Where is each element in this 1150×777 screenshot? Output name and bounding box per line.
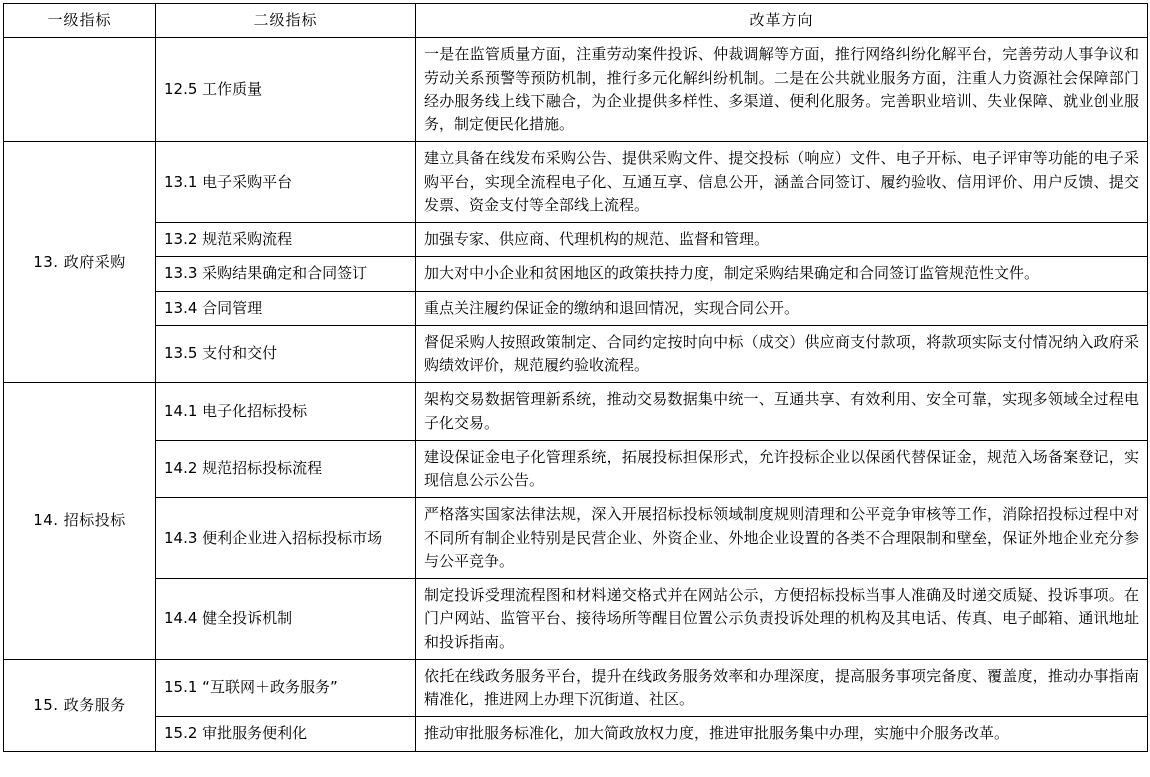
level1-cell: 14. 招标投标 <box>4 383 156 660</box>
table-row <box>4 223 1148 257</box>
level1-cell: 13. 政府采购 <box>4 142 156 383</box>
level2-cell: 15.1 “互联网＋政务服务” <box>156 659 416 717</box>
level2-cell: 15.2 审批服务便利化 <box>156 717 416 751</box>
level2-cell: 13.2 规范采购流程 <box>156 223 416 257</box>
level2-cell: 13.4 合同管理 <box>156 291 416 325</box>
column-header-level2: 二级指标 <box>156 4 416 38</box>
table-row <box>4 579 1148 660</box>
direction-cell: 架构交易数据管理新系统，推动交易数据集中统一、互通共享、有效利用、安全可靠，实现多领域全过程电子化交易。 <box>416 383 1148 441</box>
table-body <box>4 38 1148 751</box>
level2-cell: 12.5 工作质量 <box>156 38 416 142</box>
table-row <box>4 498 1148 579</box>
table-row <box>4 325 1148 383</box>
level2-cell: 14.3 便利企业进入招标投标市场 <box>156 498 416 579</box>
direction-cell: 加强专家、供应商、代理机构的规范、监督和管理。 <box>416 223 1148 257</box>
table-row <box>4 659 1148 717</box>
column-header-level1: 一级指标 <box>4 4 156 38</box>
table-header <box>4 4 1148 38</box>
level2-cell: 14.2 规范招标投标流程 <box>156 440 416 498</box>
direction-cell: 建设保证金电子化管理系统，拓展投标担保形式，允许投标企业以保函代替保证金，规范入场备案登记，实现信息公示公告。 <box>416 440 1148 498</box>
level2-cell: 14.4 健全投诉机制 <box>156 579 416 660</box>
direction-cell: 加大对中小企业和贫困地区的政策扶持力度，制定采购结果确定和合同签订监管规范性文件。 <box>416 257 1148 291</box>
direction-cell: 督促采购人按照政策制定、合同约定按时向中标（成交）供应商支付款项，将款项实际支付情况纳入政府采购绩效评价，规范履约验收流程。 <box>416 325 1148 383</box>
direction-cell: 一是在监管质量方面，注重劳动案件投诉、仲裁调解等方面，推行网络纠纷化解平台，完善劳动人事争议和劳动关系预警等预防机制，推行多元化解纠纷机制。二是在公共就业服务方面，注重人力资源社会保障部门经办服务线上线下融合，为企业提供多样性、多渠道、便利化服务。完善职业培训、失业保障、就业创业服务，制定便民化措施。 <box>416 38 1148 142</box>
table-row <box>4 257 1148 291</box>
table-row <box>4 440 1148 498</box>
level2-cell: 13.5 支付和交付 <box>156 325 416 383</box>
direction-cell: 推动审批服务标准化，加大简政放权力度，推进审批服务集中办理，实施中介服务改革。 <box>416 717 1148 751</box>
level2-cell: 13.1 电子采购平台 <box>156 142 416 223</box>
direction-cell: 依托在线政务服务平台，提升在线政务服务效率和办理深度，提高服务事项完备度、覆盖度，推动办事指南精准化，推进网上办理下沉街道、社区。 <box>416 659 1148 717</box>
table-row <box>4 291 1148 325</box>
header-row <box>4 4 1148 38</box>
level1-cell: 15. 政务服务 <box>4 659 156 751</box>
table-row <box>4 717 1148 751</box>
table-row <box>4 38 1148 142</box>
direction-cell: 重点关注履约保证金的缴纳和退回情况，实现合同公开。 <box>416 291 1148 325</box>
level2-cell: 13.3 采购结果确定和合同签订 <box>156 257 416 291</box>
table-row <box>4 142 1148 223</box>
level2-cell: 14.1 电子化招标投标 <box>156 383 416 441</box>
level1-cell <box>4 38 156 142</box>
direction-cell: 建立具备在线发布采购公告、提供采购文件、提交投标（响应）文件、电子开标、电子评审等功能的电子采购平台，实现全流程电子化、互通互享、信息公开，涵盖合同签订、履约验收、信用评价、用户反馈、提交发票、资金支付等全部线上流程。 <box>416 142 1148 223</box>
reform-indicator-table <box>3 3 1148 752</box>
table-row <box>4 383 1148 441</box>
direction-cell: 严格落实国家法律法规，深入开展招标投标领域制度规则清理和公平竞争审核等工作，消除招投标过程中对不同所有制企业特别是民营企业、外资企业、外地企业设置的各类不合理限制和壁垒，保证外地企业充分参与公平竞争。 <box>416 498 1148 579</box>
column-header-direction: 改革方向 <box>416 4 1148 38</box>
direction-cell: 制定投诉受理流程图和材料递交格式并在网站公示，方便招标投标当事人准确及时递交质疑、投诉事项。在门户网站、监管平台、接待场所等醒目位置公示负责投诉处理的机构及其电话、传真、电子邮箱、通讯地址和投诉指南。 <box>416 579 1148 660</box>
